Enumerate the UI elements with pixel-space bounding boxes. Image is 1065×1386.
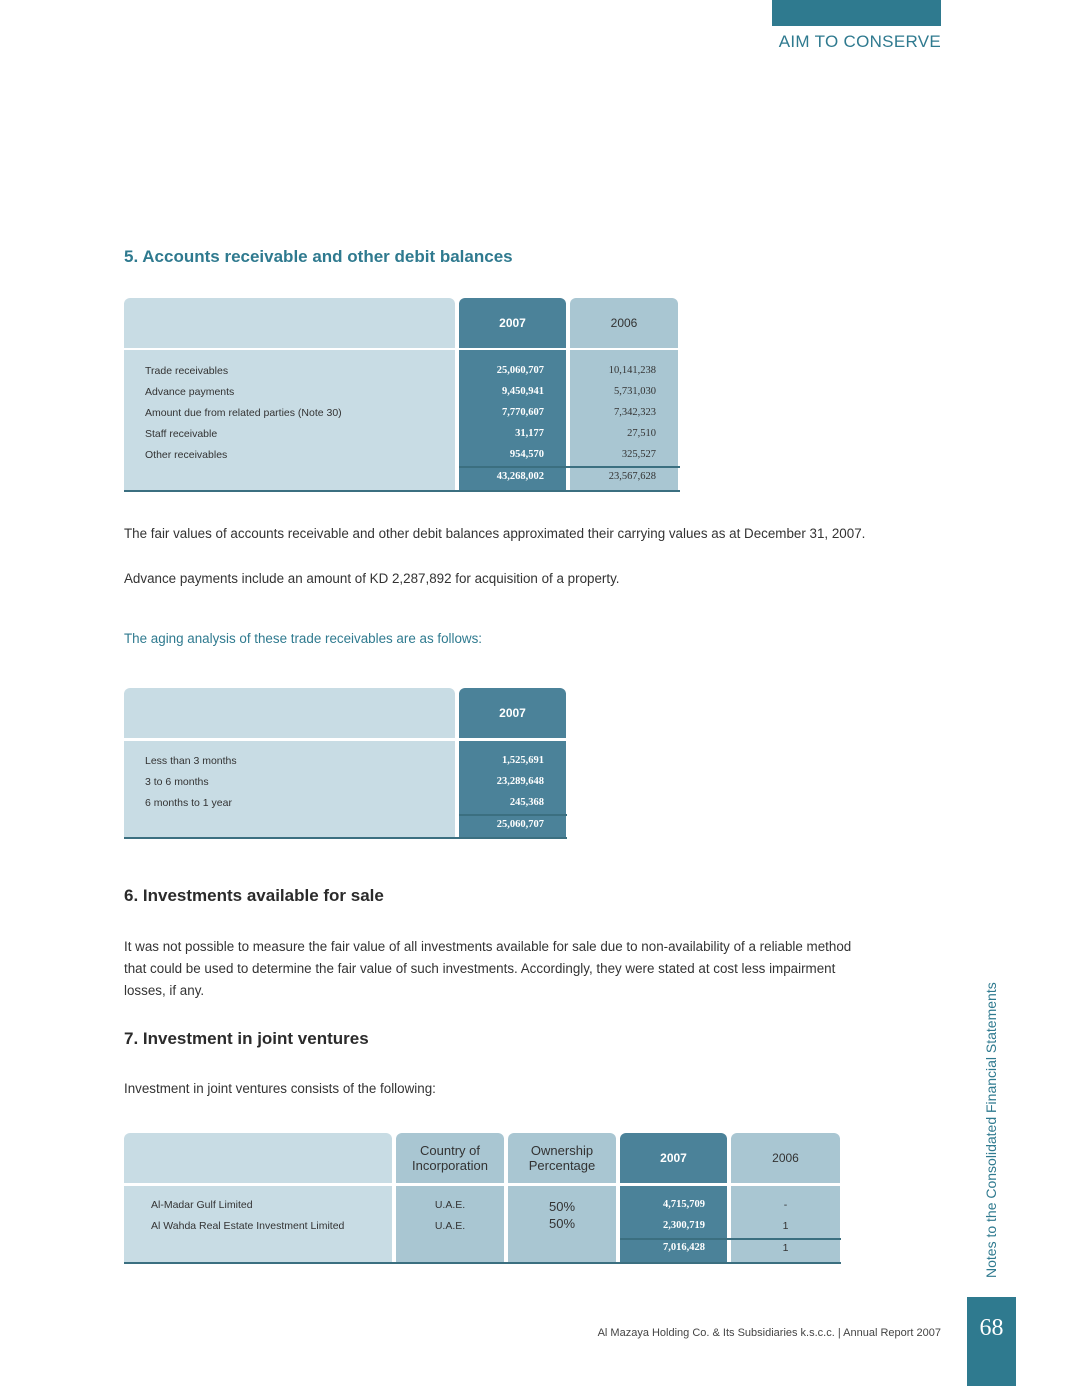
section-6-title: 6. Investments available for sale (124, 886, 384, 905)
advance-payments-paragraph: Advance payments include an amount of KD 2,287,892 for acquisition of a property. (124, 571, 620, 586)
row-label: Less than 3 months (145, 755, 237, 767)
value-2006: 10,141,238 (608, 365, 656, 376)
value-2007: 954,570 (509, 449, 544, 460)
ownership-value: 50% (548, 1216, 576, 1231)
value-2007: 4,715,709 (663, 1199, 705, 1210)
value-2006: - (783, 1199, 788, 1211)
total-rule (620, 1238, 841, 1240)
table-header-blank (124, 688, 455, 738)
country-value: U.A.E. (434, 1220, 466, 1232)
value-2006: 7,342,323 (614, 407, 656, 418)
section-7-intro: Investment in joint ventures consists of the following: (124, 1081, 436, 1096)
row-label: Amount due from related parties (Note 30) (145, 407, 342, 419)
row-label: 3 to 6 months (145, 776, 209, 788)
total-2006: 1 (782, 1242, 789, 1254)
value-2006: 1 (782, 1220, 789, 1232)
row-label: Al Wahda Real Estate Investment Limited (151, 1220, 345, 1232)
row-label: 6 months to 1 year (145, 797, 232, 809)
total-rule (459, 466, 680, 468)
table-header-blank (124, 298, 455, 348)
col-header-2007: 2007 (459, 298, 566, 348)
col-header-country-line-2: Incorporation (412, 1158, 488, 1173)
footer-text: Al Mazaya Holding Co. & Its Subsidiaries k.s.c.c. | Annual Report 2007 (597, 1327, 941, 1339)
total-2007: 7,016,428 (663, 1242, 705, 1253)
value-2007: 2,300,719 (663, 1220, 705, 1231)
value-2006: 5,731,030 (614, 386, 656, 397)
header-tab-bar (772, 0, 941, 26)
row-label: Other receivables (145, 449, 228, 461)
col-header-2007: 2007 (459, 688, 566, 738)
page-number: 68 (967, 1297, 1016, 1386)
aging-intro: The aging analysis of these trade receivables are as follows: (124, 631, 483, 646)
row-label: Al-Madar Gulf Limited (151, 1199, 253, 1211)
header-title: AIM TO CONSERVE (778, 32, 941, 51)
section-5-title: 5. Accounts receivable and other debit balances (124, 247, 513, 266)
value-2007: 23,289,648 (496, 776, 544, 787)
col-header-ownership-line-1: Ownership (530, 1143, 594, 1158)
value-2007: 245,368 (509, 797, 544, 808)
table-bottom-rule (124, 1262, 841, 1264)
side-section-label: Notes to the Consolidated Financial Statements (983, 982, 999, 1278)
col-header-2007: 2007 (620, 1133, 727, 1183)
total-rule (459, 814, 567, 816)
section-7-title: 7. Investment in joint ventures (124, 1029, 369, 1048)
value-2007: 25,060,707 (496, 365, 544, 376)
row-label: Advance payments (145, 386, 235, 398)
value-2007: 9,450,941 (502, 386, 544, 397)
value-2006: 325,527 (621, 449, 656, 460)
row-label: Trade receivables (145, 365, 229, 377)
total-2007: 25,060,707 (496, 819, 544, 830)
row-label: Staff receivable (145, 428, 218, 440)
table-bottom-rule (124, 490, 680, 492)
table-header-blank (124, 1133, 392, 1183)
value-2007: 31,177 (515, 428, 544, 439)
total-2006: 23,567,628 (608, 471, 656, 482)
section-6-line-2: that could be used to determine the fair value of such investments. Accordingly, they were stated at cost less impairment (124, 961, 836, 976)
col-header-2006: 2006 (731, 1133, 840, 1183)
col-header-2006: 2006 (570, 298, 678, 348)
section-6-line-1: It was not possible to measure the fair value of all investments available for sale due to non-availability of a reliable method (124, 939, 852, 954)
col-header-ownership (508, 1133, 616, 1183)
value-2007: 1,525,691 (502, 755, 544, 766)
value-2007: 7,770,607 (502, 407, 544, 418)
country-value: U.A.E. (434, 1199, 466, 1211)
ownership-value: 50% (548, 1199, 576, 1214)
value-2006: 27,510 (627, 428, 656, 439)
total-2007: 43,268,002 (496, 471, 544, 482)
section-6-line-3: losses, if any. (124, 983, 205, 998)
col-header-country-line-1: Country of (420, 1143, 480, 1158)
table-bottom-rule (124, 837, 567, 839)
col-header-country (396, 1133, 504, 1183)
fair-value-paragraph: The fair values of accounts receivable and other debit balances approximated their carrying values as at December 31, 2007. (124, 526, 866, 541)
col-header-ownership-line-2: Percentage (528, 1158, 596, 1173)
